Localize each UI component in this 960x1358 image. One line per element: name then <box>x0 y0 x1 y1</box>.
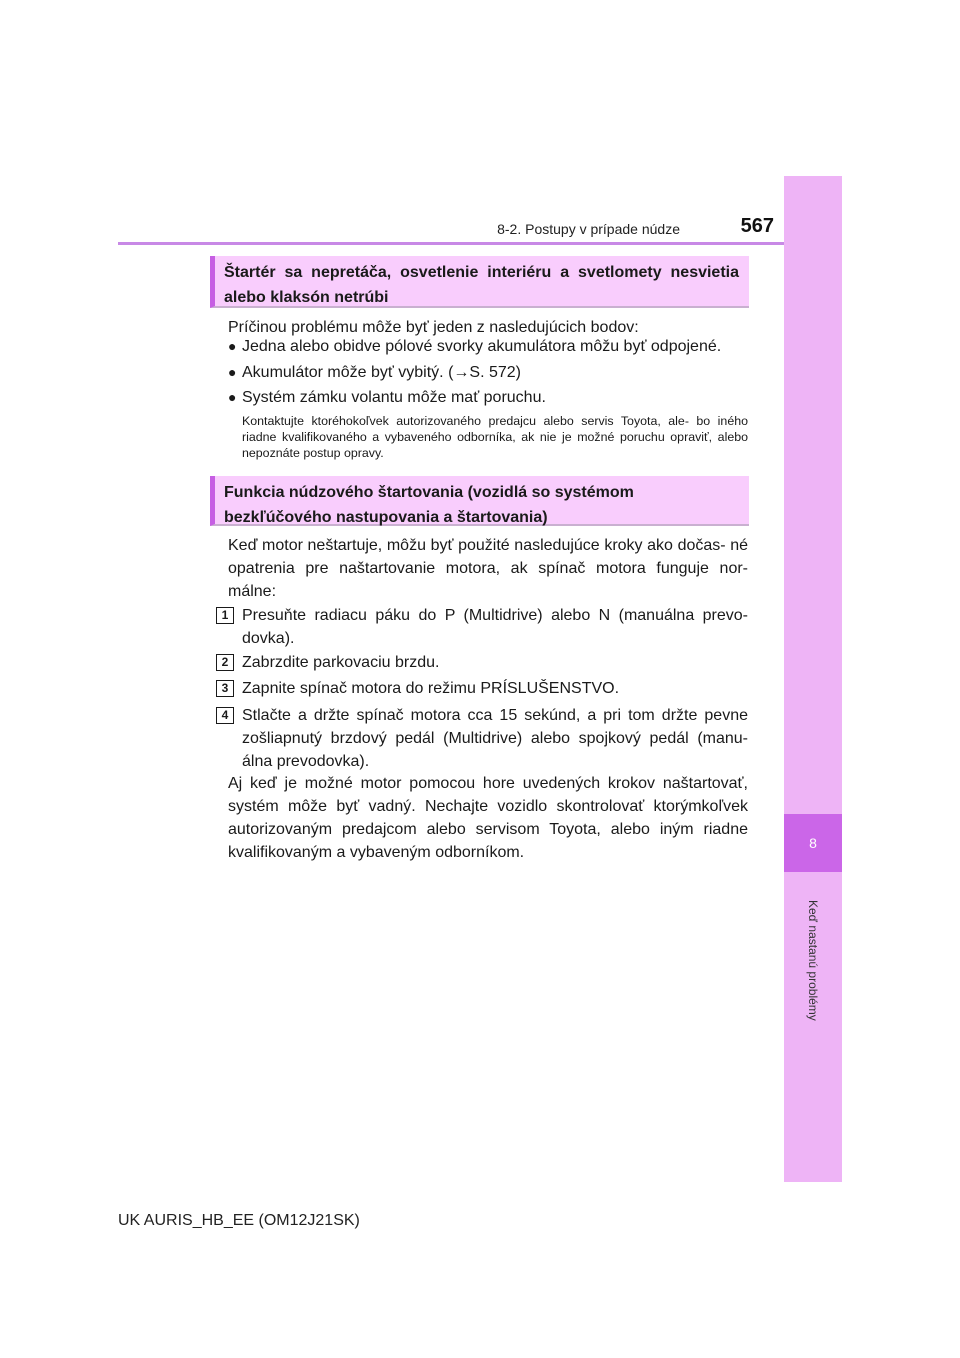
section2-intro: Keď motor neštartuje, môžu byť použité nasledujúce kroky ako dočas- né opatrenia pre naštartovanie motora, ak spínač motora funguje nor- málne: <box>228 537 748 600</box>
section1-bullet <box>228 335 750 358</box>
section2-heading: Funkcia núdzového štartovania (vozidlá so systémom bezkľúčového nastupovania a štartovania) <box>210 476 749 526</box>
section1-heading: Štartér sa nepretáča, osvetlenie interiéru a svetlomety nesvietia alebo klaksón netrúbi <box>210 256 749 308</box>
step-item <box>216 677 748 700</box>
section1-bullet <box>228 361 750 384</box>
step-text: Stlačte a držte spínač motora cca 15 sekúnd, a pri tom držte pevne zošliapnutý brzdový pedál (Multidrive) alebo spojkový pedál (manu- álna prevodovka). <box>242 707 748 770</box>
chapter-title-vertical <box>786 880 840 1040</box>
step-number-box: 4 <box>216 707 234 724</box>
step-text: Zapnite spínač motora do režimu PRÍSLUŠENSTVO. <box>242 680 620 697</box>
bullet-text: Akumulátor môže byť vybitý. (→S. 572) <box>242 364 521 381</box>
footer-model-code: UK AURIS_HB_EE (OM12J21SK) <box>118 1212 360 1229</box>
step-number-box: 2 <box>216 654 234 671</box>
header-rule <box>118 242 784 245</box>
chapter-number-box: 8 <box>784 814 842 872</box>
bullet-text: Jedna alebo obidve pólové svorky akumulátora môžu byť odpojené. <box>242 338 722 355</box>
page-number: 567 <box>740 215 774 237</box>
step-item <box>216 604 748 650</box>
bullet-icon: ● <box>228 389 237 405</box>
step-number-box: 3 <box>216 680 234 697</box>
bullet-icon: ● <box>228 338 237 354</box>
step-number-box: 1 <box>216 607 234 624</box>
step-text: Zabrzdite parkovaciu brzdu. <box>242 654 440 671</box>
section1-bullet <box>228 386 750 409</box>
chapter-title-text: Keď nastanú problémy <box>806 899 820 1021</box>
step-text: Presuňte radiacu páku do P (Multidrive) alebo N (manuálna prevo- dovka). <box>242 607 748 647</box>
bullet-text: Systém zámku volantu môže mať poruchu. <box>242 389 546 406</box>
section1-intro: Príčinou problému môže byť jeden z nasledujúcich bodov: <box>228 319 639 336</box>
section1-note: Kontaktujte ktoréhokoľvek autorizovaného predajcu alebo servis Toyota, ale- bo iného riadne kvalifikovaného a vybaveného odborníka, ak nie je možné poruchu opraviť, alebo nepoznáte postup opravy. <box>242 414 748 460</box>
running-header-section: 8-2. Postupy v prípade núdze <box>497 221 680 237</box>
step-item <box>216 704 748 773</box>
section2-closing: Aj keď je možné motor pomocou hore uvedených krokov naštartovať, systém môže byť vadný. Nechajte vozidlo skontrolovať ktorýmkoľvek autorizovaným predajcom alebo servisom Toyota, alebo iným riadne kvalifikovaným a vybaveným odborníkom. <box>228 775 748 861</box>
step-item <box>216 651 748 674</box>
bullet-icon: ● <box>228 364 237 380</box>
